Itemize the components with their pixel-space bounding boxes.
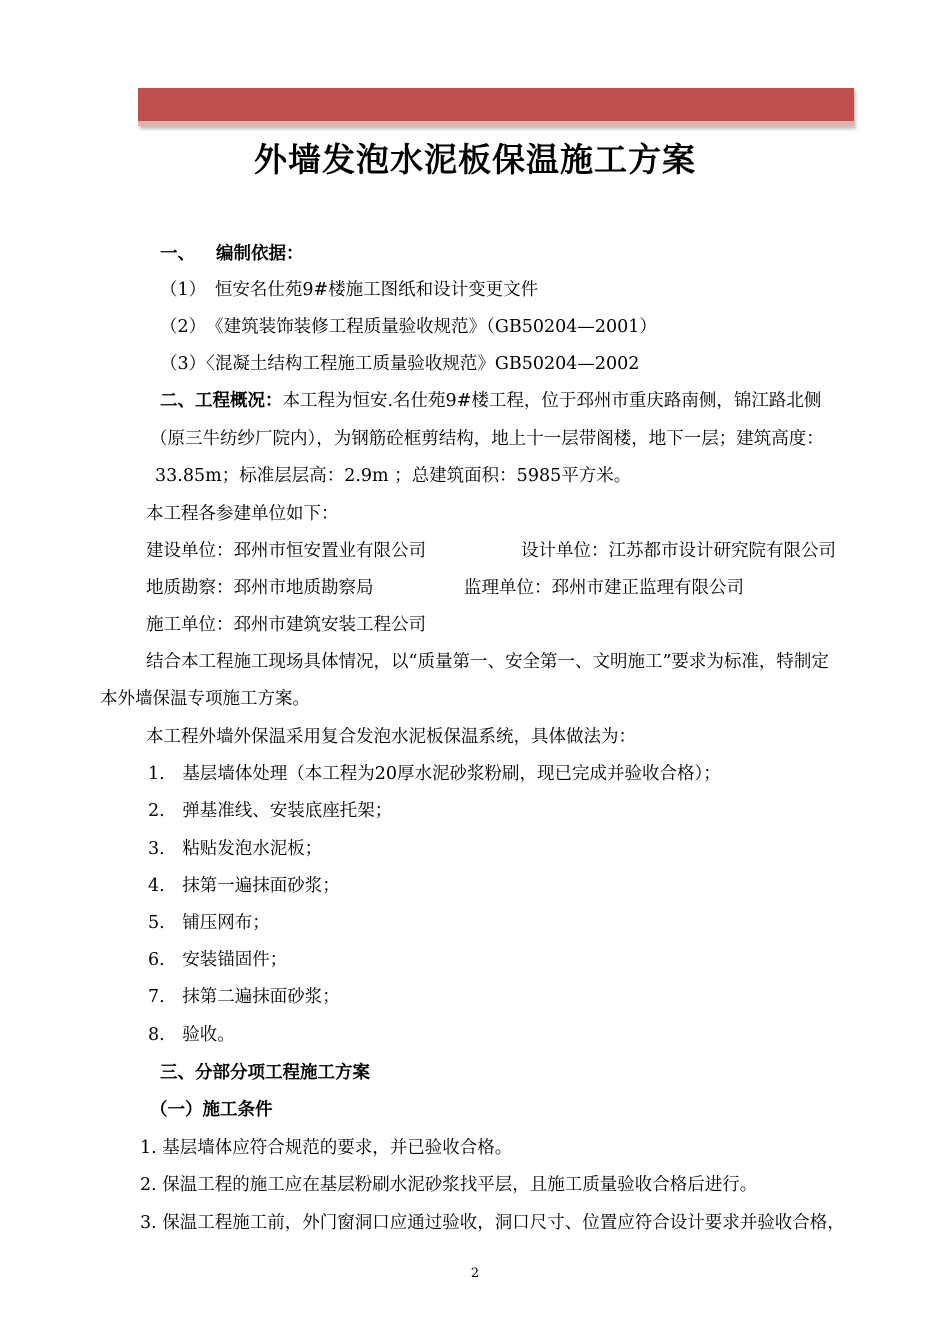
- step-item: 1. 基层墙体处理（本工程为20厚水泥砂浆粉刷，现已完成并验收合格）；: [148, 764, 721, 784]
- overview-line-3: 33.85m；标准层层高：2.9m ；总建筑面积：5985平方米。: [155, 466, 632, 486]
- unit-contractor: 施工单位：邳州市建筑安装工程公司: [146, 615, 426, 635]
- section1-heading: 编制依据：: [216, 244, 304, 264]
- overview-line-1: [160, 388, 821, 414]
- section2-heading: 二、工程概况：: [160, 391, 283, 411]
- unit-survey: 地质勘察：邳州市地质勘察局: [146, 578, 374, 598]
- step-item: 3. 粘贴发泡水泥板；: [148, 839, 323, 859]
- step-item: 6. 安装锚固件；: [148, 950, 288, 970]
- step-item: 8. 验收。: [148, 1025, 235, 1045]
- step-item: 5. 铺压网布；: [148, 913, 270, 933]
- unit-designer: 设计单位：江苏都市设计研究院有限公司: [521, 541, 836, 561]
- condition-item: 3. 保温工程施工前，外门窗洞口应通过验收，洞口尺寸、位置应符合设计要求并验收合格，: [140, 1213, 845, 1233]
- section1-number: 一、: [160, 244, 195, 264]
- condition-item: 1. 基层墙体应符合规范的要求，并已验收合格。: [140, 1138, 513, 1158]
- section3-sub1: （一）施工条件: [150, 1100, 273, 1120]
- unit-supervisor: 监理单位：邳州市建正监理有限公司: [464, 578, 744, 598]
- step-item: 7. 抹第二遍抹面砂浆；: [148, 987, 340, 1007]
- overview-text-1: 本工程为恒安.名仕苑9#楼工程，位于邳州市重庆路南侧，锦江路北侧: [282, 391, 822, 411]
- unit-owner: 建设单位：邳州市恒安置业有限公司: [146, 541, 426, 561]
- header-banner: [138, 88, 854, 126]
- condition-item: 2. 保温工程的施工应在基层粉刷水泥砂浆找平层，且施工质量验收合格后进行。: [140, 1175, 758, 1195]
- document-title: 外墙发泡水泥板保温施工方案: [254, 140, 696, 179]
- method-intro: 本工程外墙外保温采用复合发泡水泥板保温系统，具体做法为：: [146, 727, 636, 747]
- section3-heading: 三、分部分项工程施工方案: [160, 1063, 370, 1083]
- page-number: 2: [470, 1266, 480, 1281]
- basis-item-2: （2） 《建筑装饰装修工程质量验收规范》（GB50204—2001）: [160, 317, 657, 337]
- units-intro: 本工程各参建单位如下：: [146, 504, 339, 524]
- step-item: 2. 弹基准线、安装底座托架；: [148, 801, 393, 821]
- basis-item-1: （1） 恒安名仕苑9#楼施工图纸和设计变更文件: [160, 280, 539, 300]
- step-item: 4. 抹第一遍抹面砂浆；: [148, 876, 340, 896]
- overview-line-2: （原三牛纺纱厂院内），为钢筋砼框剪结构，地上十一层带阁楼，地下一层；建筑高度：: [150, 429, 824, 449]
- purpose-line-2: 本外墙保温专项施工方案。: [100, 689, 310, 709]
- purpose-line-1: 结合本工程施工现场具体情况，以“质量第一、安全第一、文明施工”要求为标准，特制定: [146, 652, 829, 672]
- basis-item-3: （3）〈混凝土结构工程施工质量验收规范》GB50204—2002: [160, 354, 640, 374]
